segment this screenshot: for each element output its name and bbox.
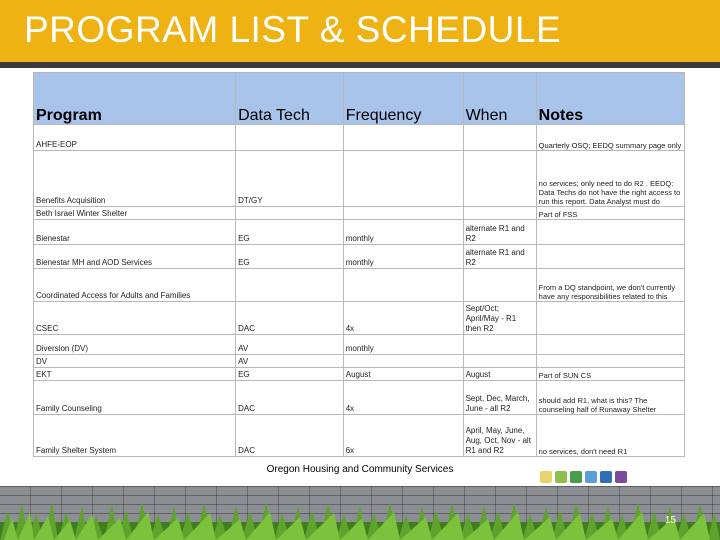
table-row bbox=[34, 335, 685, 355]
cell-frequency: monthly bbox=[343, 245, 463, 269]
cell-frequency: monthly bbox=[343, 335, 463, 355]
footer-organization-name: Oregon Housing and Community Services bbox=[266, 464, 454, 475]
cell-when: alternate R1 and R2 bbox=[463, 220, 536, 245]
table-header-row bbox=[34, 73, 685, 125]
cell-notes bbox=[536, 220, 684, 245]
cell-program: CSEC bbox=[34, 302, 236, 335]
cell-data-tech bbox=[236, 269, 344, 302]
cell-data-tech: EG bbox=[236, 220, 344, 245]
cell-program: Bienestar bbox=[34, 220, 236, 245]
cell-data-tech: AV bbox=[236, 335, 344, 355]
table-row bbox=[34, 381, 685, 415]
page-number: 15 bbox=[664, 515, 676, 526]
cell-program: Diversion (DV) bbox=[34, 335, 236, 355]
cell-when: April, May, June, Aug, Oct, Nov - alt R1 and R2 bbox=[463, 415, 536, 457]
cell-frequency bbox=[343, 207, 463, 220]
cell-when bbox=[463, 151, 536, 207]
table-row bbox=[34, 125, 685, 151]
program-table bbox=[33, 72, 685, 457]
cell-data-tech: DAC bbox=[236, 302, 344, 335]
cell-notes bbox=[536, 302, 684, 335]
cell-frequency: 4x bbox=[343, 302, 463, 335]
cell-program: Bienestar MH and AOD Services bbox=[34, 245, 236, 269]
cell-data-tech: EG bbox=[236, 245, 344, 269]
cell-when: Sept, Dec, March, June - all R2 bbox=[463, 381, 536, 415]
cell-when bbox=[463, 269, 536, 302]
cell-program: DV bbox=[34, 355, 236, 368]
table-row bbox=[34, 355, 685, 368]
cell-notes: Part of SUN CS bbox=[536, 368, 684, 381]
cell-frequency: 6x bbox=[343, 415, 463, 457]
cell-program: Coordinated Access for Adults and Families bbox=[34, 269, 236, 302]
cell-program: AHFE-EOP bbox=[34, 125, 236, 151]
cell-program: Benefits Acquisition bbox=[34, 151, 236, 207]
cell-program: Family Counseling bbox=[34, 381, 236, 415]
header-program: Program bbox=[34, 73, 236, 125]
cell-notes: no services; only need to do R2 . EEDQ: Data Techs do not have the right access to run this report. Data Analyst must do bbox=[536, 151, 684, 207]
cell-frequency: 4x bbox=[343, 381, 463, 415]
header-frequency: Frequency bbox=[343, 73, 463, 125]
cell-notes: should add R1, what is this? The counseling half of Runaway Shelter bbox=[536, 381, 684, 415]
table-row bbox=[34, 415, 685, 457]
cell-frequency: monthly bbox=[343, 220, 463, 245]
cell-data-tech bbox=[236, 207, 344, 220]
header-when: When bbox=[463, 73, 536, 125]
cell-notes bbox=[536, 335, 684, 355]
cell-frequency bbox=[343, 355, 463, 368]
cell-when bbox=[463, 207, 536, 220]
cell-when bbox=[463, 335, 536, 355]
cell-notes: From a DQ standpoint, we don't currently have any responsibilities related to this bbox=[536, 269, 684, 302]
cell-notes: Part of FSS bbox=[536, 207, 684, 220]
table-row bbox=[34, 269, 685, 302]
cell-frequency bbox=[343, 269, 463, 302]
cell-frequency: August bbox=[343, 368, 463, 381]
cell-when bbox=[463, 125, 536, 151]
cell-when: alternate R1 and R2 bbox=[463, 245, 536, 269]
table-row bbox=[34, 368, 685, 381]
header-notes: Notes bbox=[536, 73, 684, 125]
organization-logo bbox=[540, 470, 650, 484]
cell-when bbox=[463, 355, 536, 368]
table-row bbox=[34, 245, 685, 269]
cell-program: Family Shelter System bbox=[34, 415, 236, 457]
table-row bbox=[34, 302, 685, 335]
table-row bbox=[34, 207, 685, 220]
cell-notes: Quarterly OSQ; EEDQ summary page only bbox=[536, 125, 684, 151]
cell-data-tech: DT/GY bbox=[236, 151, 344, 207]
cell-when: Sept/Oct; April/May - R1 then R2 bbox=[463, 302, 536, 335]
header-data-tech: Data Tech bbox=[236, 73, 344, 125]
cell-data-tech: DAC bbox=[236, 415, 344, 457]
cell-frequency bbox=[343, 151, 463, 207]
cell-data-tech: EG bbox=[236, 368, 344, 381]
cell-data-tech bbox=[236, 125, 344, 151]
cell-program: EKT bbox=[34, 368, 236, 381]
cell-notes bbox=[536, 245, 684, 269]
program-table-container bbox=[33, 72, 685, 457]
grass-decoration bbox=[0, 500, 720, 540]
cell-frequency bbox=[343, 125, 463, 151]
title-underline bbox=[0, 62, 720, 68]
table-row bbox=[34, 151, 685, 207]
cell-notes bbox=[536, 355, 684, 368]
cell-notes: no services, don't need R1 bbox=[536, 415, 684, 457]
cell-data-tech: DAC bbox=[236, 381, 344, 415]
cell-data-tech: AV bbox=[236, 355, 344, 368]
cell-when: August bbox=[463, 368, 536, 381]
page-title: PROGRAM LIST & SCHEDULE bbox=[24, 9, 562, 50]
cell-program: Beth Israel Winter Shelter bbox=[34, 207, 236, 220]
table-row bbox=[34, 220, 685, 245]
